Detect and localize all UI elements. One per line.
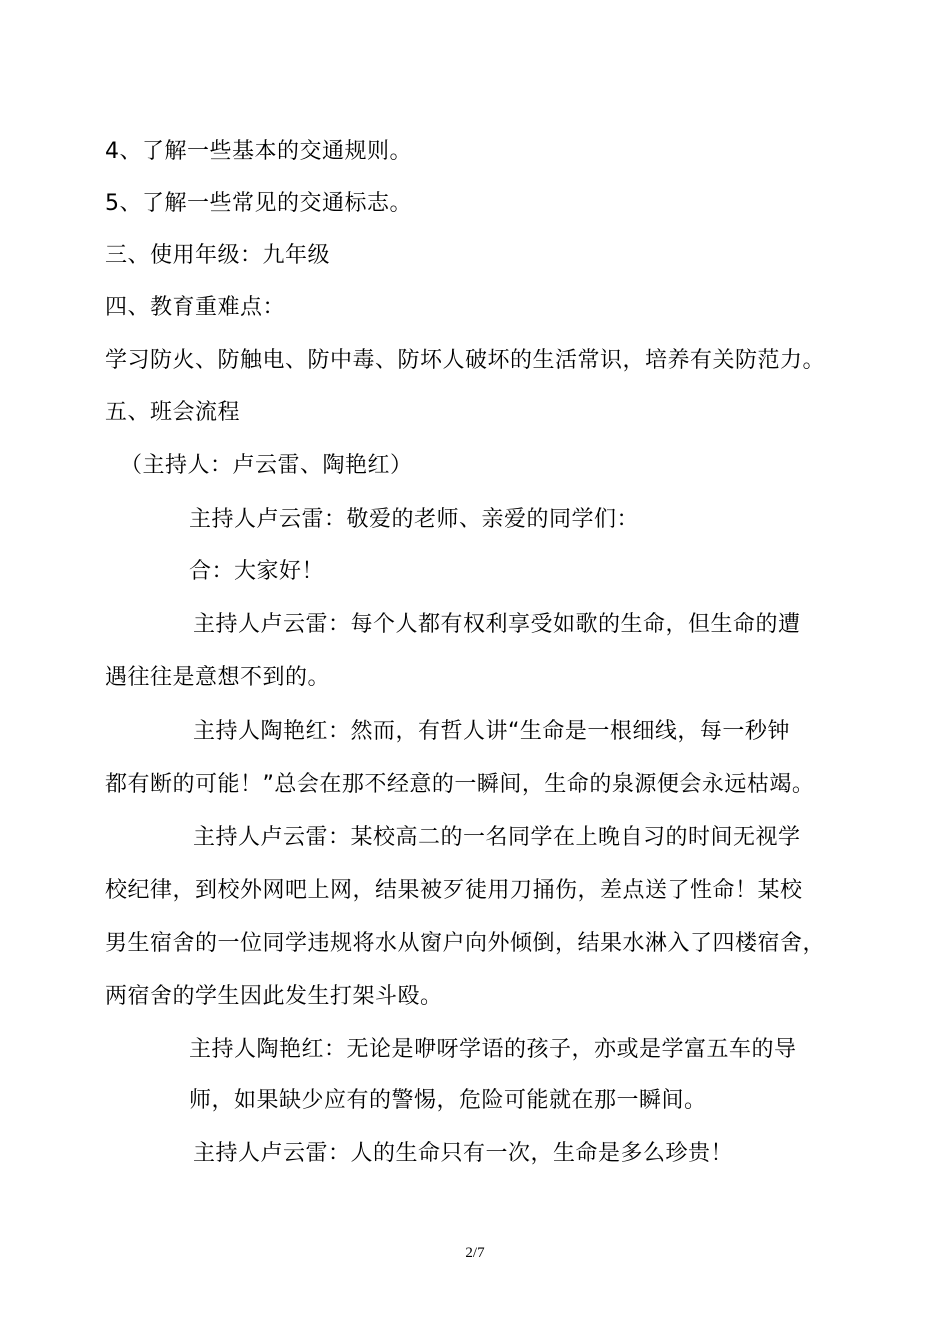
text-line: 4、了解一些基本的交通规则。 (105, 139, 412, 164)
text-line: 两宿舍的学生因此发生打架斗殴。 (105, 984, 443, 1009)
text-line: 主持人卢云雷：人的生命只有一次，生命是多么珍贵！ (193, 1141, 734, 1166)
text-line: 5、了解一些常见的交通标志。 (105, 191, 412, 216)
text-line: 都有断的可能！”总会在那不经意的一瞬间，生命的泉源便会永远枯竭。 (105, 772, 815, 797)
text-line: 合：大家好！ (189, 559, 325, 584)
section-heading: 五、班会流程 (105, 400, 241, 425)
text-line: 男生宿舍的一位同学违规将水从窗户向外倾倒，结果水淋入了四楼宿舍， (105, 931, 826, 956)
text-line: 遇往往是意想不到的。 (105, 665, 331, 690)
section-heading: 四、教育重难点： (105, 295, 286, 320)
text-line: 主持人卢云雷：某校高二的一名同学在上晚自习的时间无视学 (193, 825, 801, 850)
text-line: 师，如果缺少应有的警惕，危险可能就在那一瞬间。 (189, 1088, 707, 1113)
text-line: 主持人陶艳红：无论是咿呀学语的孩子，亦或是学富五车的导 (189, 1037, 797, 1062)
text-line: （主持人：卢云雷、陶艳红） (120, 453, 413, 478)
text-line: 主持人卢云雷：每个人都有权利享受如歌的生命，但生命的遭 (193, 612, 801, 637)
text-line: 学习防火、防触电、防中毒、防坏人破坏的生活常识，培养有关防范力。 (105, 348, 826, 373)
page-number: 2/7 (465, 1245, 485, 1261)
text-line: 校纪律，到校外网吧上网，结果被歹徒用刀捅伤，差点送了性命！某校 (105, 878, 803, 903)
section-heading: 三、使用年级：九年级 (105, 243, 331, 268)
text-line: 主持人陶艳红：然而，有哲人讲“生命是一根细线，每一秒钟 (193, 719, 790, 744)
text-line: 主持人卢云雷：敬爱的老师、亲爱的同学们： (189, 507, 640, 532)
